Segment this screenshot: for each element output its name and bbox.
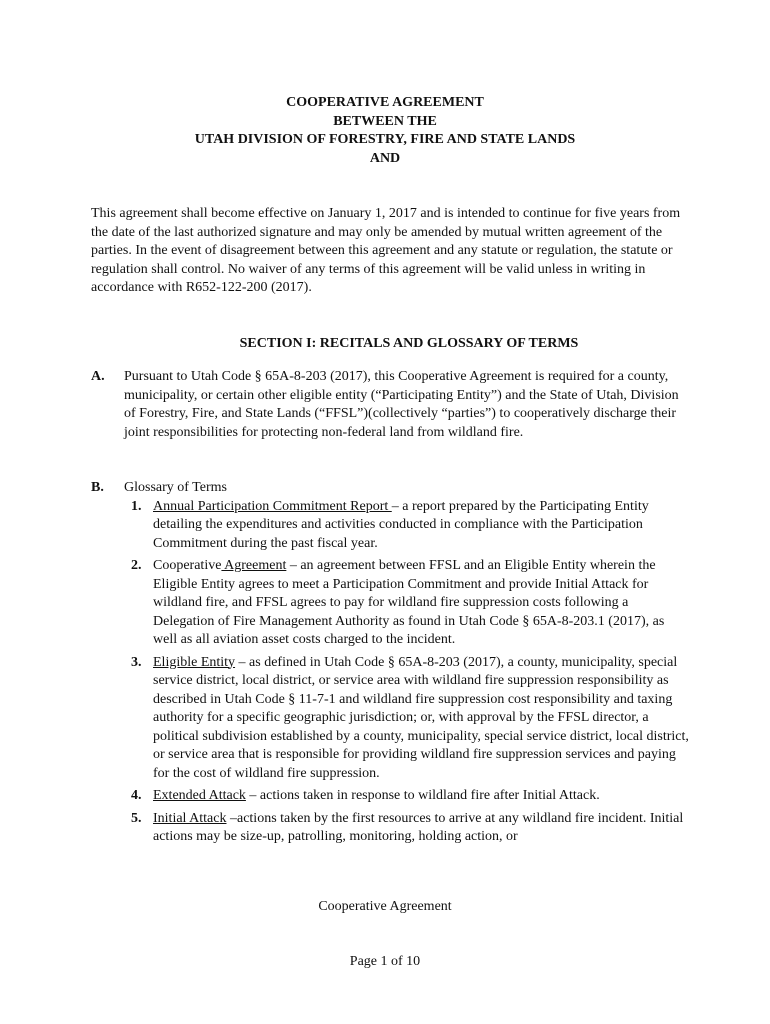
glossary-item-number: 4. xyxy=(131,788,142,803)
glossary-term-prefix: Cooperative xyxy=(153,558,222,573)
glossary-list xyxy=(124,498,691,847)
glossary-heading: Glossary of Terms xyxy=(124,480,227,495)
glossary-letter: B. xyxy=(91,480,104,495)
glossary-item-5 xyxy=(124,810,691,847)
glossary-term: Annual Participation Commitment Report xyxy=(153,498,392,514)
section-heading: SECTION I: RECITALS AND GLOSSARY OF TERMS xyxy=(239,336,579,351)
glossary-term: Initial Attack xyxy=(153,810,227,826)
glossary-definition: – an agreement between FFSL and an Eligible Entity wherein the Eligible Entity agrees to meet a Participation Commitment and provide Initial Attack for wildland fire, and FFSL agrees to pay for wildland fire suppression costs following a Delegation of Fire Management Authority as found in Utah Code § 65A-8-203.1 (2017), as well as all aviation asset costs charged to the incident. xyxy=(153,558,665,647)
glossary-item-1 xyxy=(124,498,691,554)
document-title xyxy=(0,94,770,168)
glossary-item-number: 1. xyxy=(131,498,142,514)
title-line-3: UTAH DIVISION OF FORESTRY, FIRE AND STATE LANDS xyxy=(194,132,576,147)
glossary-definition: – as defined in Utah Code § 65A-8-203 (2017), a county, municipality, special service district, local district, or service area with wildland fire suppression responsibility as described in Utah Code § 11-7-1 and wildland fire suppression cost responsibility and taxing authority for a specific geographic jurisdiction; or, with approval by the FFSL director, a political subdivision established by a county, municipality, special service district, local district, or service area that is responsible for providing wildland fire suppression services and paying for the cost of wildland fire suppression. xyxy=(153,654,689,781)
glossary-item-number: 5. xyxy=(131,810,142,826)
page-number: Page 1 of 10 xyxy=(349,954,421,969)
glossary-item-number: 2. xyxy=(131,558,142,573)
glossary-item-3 xyxy=(124,654,691,784)
title-line-4: AND xyxy=(369,150,401,166)
glossary-definition: – actions taken in response to wildland fire after Initial Attack. xyxy=(245,788,600,803)
glossary-item-4 xyxy=(124,787,691,806)
footer-label: Cooperative Agreement xyxy=(318,899,452,914)
glossary-item-2 xyxy=(124,557,691,650)
glossary-section xyxy=(91,479,691,847)
glossary-term: Extended Attack xyxy=(153,788,246,803)
title-line-2: BETWEEN THE xyxy=(333,113,437,129)
recital-a xyxy=(91,368,691,442)
glossary-definition: – a report prepared by the Participating Entity detailing the expenditures and activities conducted in compliance with the Participation Commitment during the past fiscal year. xyxy=(153,498,649,551)
glossary-term: Agreement xyxy=(221,558,287,573)
title-line-1: COOPERATIVE AGREEMENT xyxy=(286,95,484,110)
glossary-item-number: 3. xyxy=(131,654,142,670)
intro-paragraph: This agreement shall become effective on January 1, 2017 and is intended to continue for five years from the date of the last authorized signature and may only be amended by mutual written agreement of the parties. In the event of disagreement between this agreement and any statute or regulation, the statute or regulation shall control. No waiver of any terms of this agreement will be valid unless in writing in accordance with R652-122-200 (2017). xyxy=(91,206,681,295)
glossary-definition: –actions taken by the first resources to arrive at any wildland fire incident. Initial actions may be size-up, patrolling, monitoring, holding action, or xyxy=(153,810,684,844)
glossary-term: Eligible Entity xyxy=(153,654,236,670)
recital-a-letter: A. xyxy=(91,369,105,384)
recital-a-text: Pursuant to Utah Code § 65A-8-203 (2017), this Cooperative Agreement is required for a county, municipality, or certain other eligible entity (“Participating Entity”) and the State of Utah, Division of Forestry, Fire, and State Lands (“FFSL”)(collectively “parties”) to cooperatively discharge their joint responsibilities for protecting non-federal land from wildland fire. xyxy=(124,369,679,440)
